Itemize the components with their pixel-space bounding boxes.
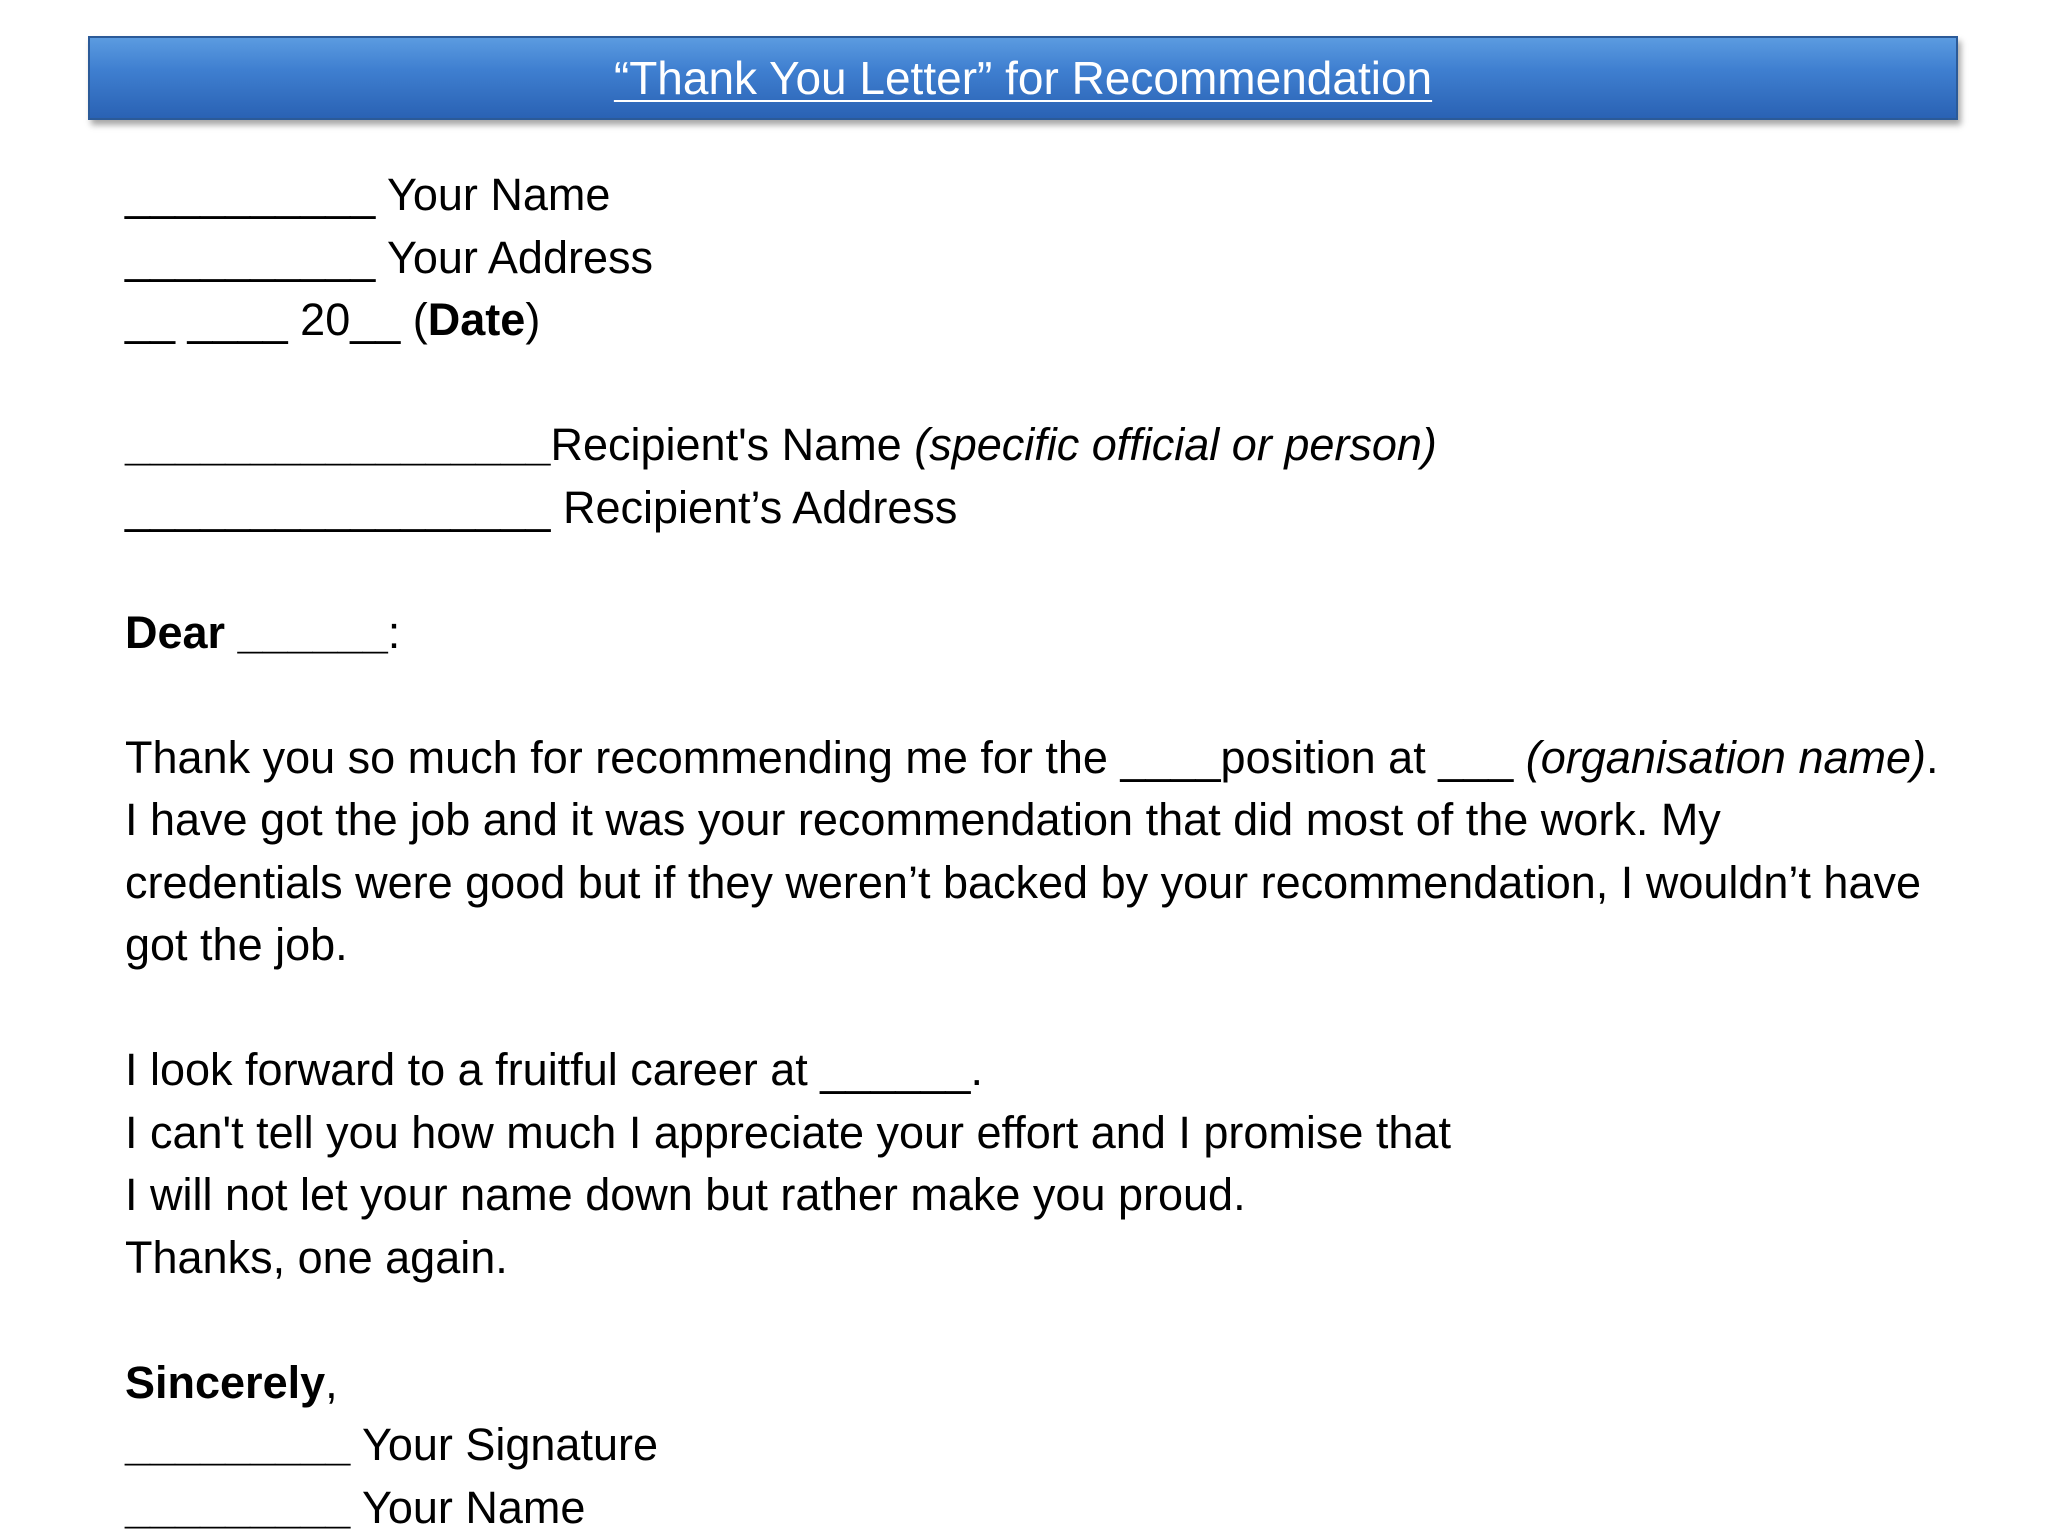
letter-body: [125, 164, 1945, 1536]
recipient-name-line: [125, 414, 1945, 477]
date-label: Date: [427, 294, 526, 345]
body-p1-text-b: . I have got the job and it was your recommendation that did most of the work. My credentials were good but if they weren’t backed by your recommendation, I wouldn’t have got the job.: [125, 731, 1939, 970]
closing-comma: ,: [325, 1356, 338, 1408]
recipient-name-blank: _________________: [125, 419, 551, 470]
body-p2-line-3: I will not let your name down but rather make you proud.: [125, 1169, 1246, 1220]
body-paragraph-1: [125, 727, 1945, 977]
date-blank: __ ____ 20__ (: [125, 294, 428, 345]
closing-line: [125, 1352, 1945, 1415]
closing-name-line: [125, 1477, 1945, 1536]
date-close: ): [525, 294, 541, 345]
signature-line: [125, 1414, 1945, 1477]
salutation-line: [125, 602, 1945, 665]
body-p2-line-4: Thanks, one again.: [125, 1231, 508, 1283]
sender-address-line: __________ Your Address: [125, 231, 653, 283]
sender-name-line: __________ Your Name: [125, 169, 611, 220]
body-p1-text-a: Thank you so much for recommending me for the ____position at ___: [125, 731, 1526, 783]
letter-title: “Thank You Letter” for Recommendation: [613, 52, 1433, 104]
spacer: [125, 352, 1945, 415]
spacer: [125, 539, 1945, 602]
salutation: Dear ______: [125, 606, 388, 658]
title-banner: [88, 36, 1958, 120]
body-p2-line-1: I look forward to a fruitful career at ______.: [125, 1044, 983, 1095]
spacer: [125, 664, 1945, 727]
closing-name-blank: _________: [125, 1481, 351, 1533]
spacer: [125, 977, 1945, 1040]
date-line: [125, 289, 1945, 352]
closing-word: Sincerely: [125, 1356, 326, 1408]
recipient-address-line: _________________ Recipient’s Address: [125, 481, 958, 533]
body-p2-line-2: I can't tell you how much I appreciate your effort and I promise that: [125, 1106, 1451, 1158]
closing-name-label: Your Name: [350, 1481, 586, 1533]
signature-label: Your Signature: [350, 1419, 658, 1470]
recipient-name-note: (specific official or person): [914, 419, 1437, 470]
signature-blank: _________: [125, 1419, 351, 1470]
body-p1-organisation-note: (organisation name): [1525, 731, 1926, 783]
spacer: [125, 1289, 1945, 1352]
salutation-colon: :: [387, 606, 401, 658]
recipient-name-label: Recipient's Name: [550, 419, 915, 470]
